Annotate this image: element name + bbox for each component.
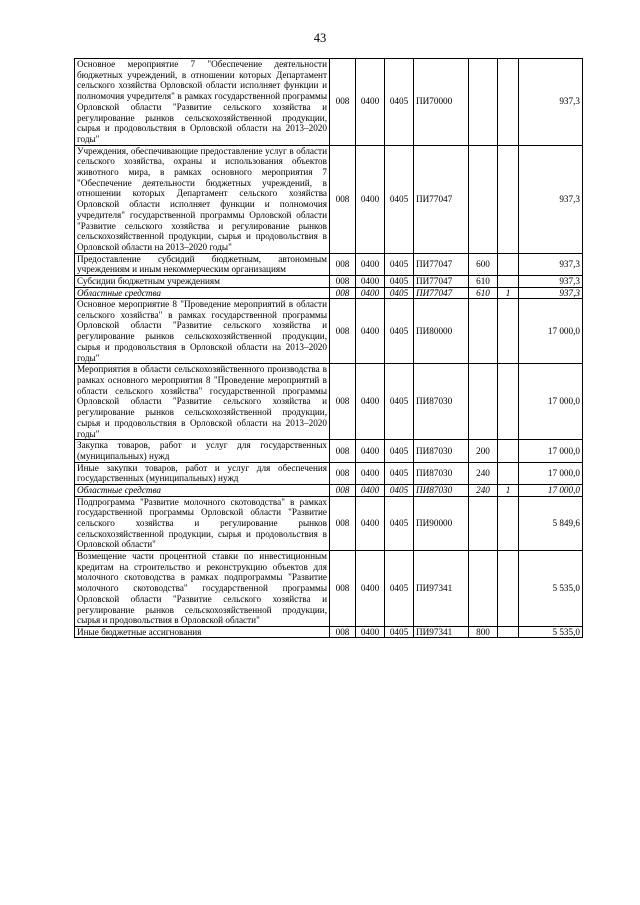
page-number: 43 bbox=[313, 31, 327, 45]
subsection-code: 0405 bbox=[385, 276, 414, 288]
table-row bbox=[75, 145, 583, 253]
table-row bbox=[75, 364, 583, 440]
target-article-code: ПИ97341 bbox=[414, 551, 469, 627]
table-row-regional-funds bbox=[75, 287, 583, 299]
target-article-code: ПИ77047 bbox=[414, 253, 469, 275]
section-code: 0400 bbox=[356, 626, 385, 638]
amount: 5 535,0 bbox=[519, 626, 583, 638]
expense-type-code bbox=[469, 145, 498, 253]
subsection-code: 0405 bbox=[385, 462, 414, 484]
amount: 17 000,0 bbox=[519, 299, 583, 364]
expense-type-code bbox=[469, 551, 498, 627]
amount: 937,3 bbox=[519, 253, 583, 275]
ved-code: 008 bbox=[330, 253, 356, 275]
section-code: 0400 bbox=[356, 145, 385, 253]
expense-type-code bbox=[469, 496, 498, 551]
ved-code: 008 bbox=[330, 299, 356, 364]
row-name: Иные бюджетные ассигнования bbox=[75, 626, 330, 638]
funding-source: 1 bbox=[498, 287, 519, 299]
ved-code: 008 bbox=[330, 145, 356, 253]
funding-source bbox=[498, 145, 519, 253]
funding-source bbox=[498, 496, 519, 551]
target-article-code: ПИ87030 bbox=[414, 462, 469, 484]
funding-source bbox=[498, 462, 519, 484]
amount: 5 849,6 bbox=[519, 496, 583, 551]
amount: 937,3 bbox=[519, 276, 583, 288]
subsection-code: 0405 bbox=[385, 253, 414, 275]
section-code: 0400 bbox=[356, 276, 385, 288]
expense-type-code: 610 bbox=[469, 276, 498, 288]
ved-code: 008 bbox=[330, 276, 356, 288]
subsection-code: 0405 bbox=[385, 485, 414, 497]
subsection-code: 0405 bbox=[385, 551, 414, 627]
section-code: 0400 bbox=[356, 485, 385, 497]
expense-type-code bbox=[469, 364, 498, 440]
subsection-code: 0405 bbox=[385, 440, 414, 462]
target-article-code: ПИ97341 bbox=[414, 626, 469, 638]
target-article-code: ПИ77047 bbox=[414, 287, 469, 299]
funding-source bbox=[498, 626, 519, 638]
target-article-code: ПИ77047 bbox=[414, 276, 469, 288]
table-row bbox=[75, 496, 583, 551]
ved-code: 008 bbox=[330, 59, 356, 146]
subsection-code: 0405 bbox=[385, 626, 414, 638]
row-name: Основное мероприятие 8 "Проведение мероприятий в области сельского хозяйства" в рамках государственной программы Орловской области "Развитие сельского хозяйства и регулирование рынков сельскохозяйственной продукции, сырья и продовольствия в Орловской области на 2013–2020 годы" bbox=[75, 299, 330, 364]
subsection-code: 0405 bbox=[385, 364, 414, 440]
target-article-code: ПИ87030 bbox=[414, 364, 469, 440]
ved-code: 008 bbox=[330, 496, 356, 551]
section-code: 0400 bbox=[356, 496, 385, 551]
ved-code: 008 bbox=[330, 626, 356, 638]
row-name: Возмещение части процентной ставки по инвестиционным кредитам на строительство и реконструкцию объектов для молочного скотоводства в рамках подпрограммы "Развитие молочного скотоводства" государственной программы Орловской области "Развитие сельского хозяйства и регулирование рынков сельскохозяйственной продукции, сырья и продовольствия в Орловской области" bbox=[75, 551, 330, 627]
section-code: 0400 bbox=[356, 462, 385, 484]
subsection-code: 0405 bbox=[385, 287, 414, 299]
row-name: Учреждения, обеспечивающие предоставление услуг в области сельского хозяйства, охраны и использования объектов животного мира, в рамках основного мероприятия 7 "Обеспечение деятельности бюджетных учреждений, в отношении которых Департамент сельского хозяйства Орловской области исполняет функции и полномочия учредителя" государственной программы Орловской области "Развитие сельского хозяйства и регулирование рынков сельскохозяйственной продукции, сырья и продовольствия в Орловской области на 2013–2020 годы" bbox=[75, 145, 330, 253]
target-article-code: ПИ70000 bbox=[414, 59, 469, 146]
table-row bbox=[75, 276, 583, 288]
target-article-code: ПИ87030 bbox=[414, 440, 469, 462]
row-name: Закупка товаров, работ и услуг для государственных (муниципальных) нужд bbox=[75, 440, 330, 462]
funding-source bbox=[498, 253, 519, 275]
amount: 937,3 bbox=[519, 287, 583, 299]
ved-code: 008 bbox=[330, 440, 356, 462]
section-code: 0400 bbox=[356, 364, 385, 440]
funding-source bbox=[498, 364, 519, 440]
ved-code: 008 bbox=[330, 364, 356, 440]
section-code: 0400 bbox=[356, 59, 385, 146]
table-body bbox=[75, 59, 583, 638]
table-row bbox=[75, 299, 583, 364]
expense-type-code: 600 bbox=[469, 253, 498, 275]
funding-source bbox=[498, 59, 519, 146]
row-name: Основное мероприятие 7 "Обеспечение деятельности бюджетных учреждений, в отношении которых Департамент сельского хозяйства Орловской области исполняет функции и полномочия учредителя" в рамках государственной программы Орловской области "Развитие сельского хозяйства и регулирование рынков сельскохозяйственной продукции, сырья и продовольствия в Орловской области на 2013–2020 годы" bbox=[75, 59, 330, 146]
row-name: Подпрограмма "Развитие молочного скотоводства" в рамках государственной программы Орловской области "Развитие сельского хозяйства и регулирование рынков сельскохозяйственной продукции, сырья и продовольствия в Орловской области" bbox=[75, 496, 330, 551]
ved-code: 008 bbox=[330, 287, 356, 299]
ved-code: 008 bbox=[330, 462, 356, 484]
table-row bbox=[75, 440, 583, 462]
subsection-code: 0405 bbox=[385, 145, 414, 253]
expense-type-code: 240 bbox=[469, 485, 498, 497]
target-article-code: ПИ90000 bbox=[414, 496, 469, 551]
table-row bbox=[75, 59, 583, 146]
funding-source: 1 bbox=[498, 485, 519, 497]
table-row bbox=[75, 462, 583, 484]
target-article-code: ПИ77047 bbox=[414, 145, 469, 253]
section-code: 0400 bbox=[356, 253, 385, 275]
funding-source bbox=[498, 551, 519, 627]
ved-code: 008 bbox=[330, 485, 356, 497]
expense-type-code: 200 bbox=[469, 440, 498, 462]
table-row bbox=[75, 551, 583, 627]
row-name: Иные закупки товаров, работ и услуг для обеспечения государственных (муниципальных) нужд bbox=[75, 462, 330, 484]
table-row-regional-funds bbox=[75, 485, 583, 497]
funding-source bbox=[498, 299, 519, 364]
subsection-code: 0405 bbox=[385, 496, 414, 551]
expense-type-code bbox=[469, 299, 498, 364]
expense-type-code bbox=[469, 59, 498, 146]
amount: 937,3 bbox=[519, 145, 583, 253]
expense-type-code: 240 bbox=[469, 462, 498, 484]
row-name: Субсидии бюджетным учреждениям bbox=[75, 276, 330, 288]
row-name: Мероприятия в области сельскохозяйственного производства в рамках основного мероприятия 8 "Проведение мероприятий в области сельского хозяйства" государственной программы Орловской области "Развитие сельского хозяйства и регулирование рынков сельскохозяйственной продукции, сырья и продовольствия в Орловской области на 2013–2020 годы" bbox=[75, 364, 330, 440]
row-name: Областные средства bbox=[75, 485, 330, 497]
subsection-code: 0405 bbox=[385, 59, 414, 146]
amount: 17 000,0 bbox=[519, 440, 583, 462]
table-row bbox=[75, 626, 583, 638]
row-name: Предоставление субсидий бюджетным, автономным учреждениям и иным некоммерческим организациям bbox=[75, 253, 330, 275]
target-article-code: ПИ87030 bbox=[414, 485, 469, 497]
amount: 17 000,0 bbox=[519, 485, 583, 497]
amount: 17 000,0 bbox=[519, 462, 583, 484]
amount: 937,3 bbox=[519, 59, 583, 146]
funding-source bbox=[498, 440, 519, 462]
ved-code: 008 bbox=[330, 551, 356, 627]
funding-source bbox=[498, 276, 519, 288]
target-article-code: ПИ80000 bbox=[414, 299, 469, 364]
section-code: 0400 bbox=[356, 551, 385, 627]
section-code: 0400 bbox=[356, 440, 385, 462]
budget-table bbox=[74, 58, 583, 638]
expense-type-code: 610 bbox=[469, 287, 498, 299]
section-code: 0400 bbox=[356, 287, 385, 299]
amount: 17 000,0 bbox=[519, 364, 583, 440]
row-name: Областные средства bbox=[75, 287, 330, 299]
subsection-code: 0405 bbox=[385, 299, 414, 364]
expense-type-code: 800 bbox=[469, 626, 498, 638]
section-code: 0400 bbox=[356, 299, 385, 364]
amount: 5 535,0 bbox=[519, 551, 583, 627]
table-row bbox=[75, 253, 583, 275]
